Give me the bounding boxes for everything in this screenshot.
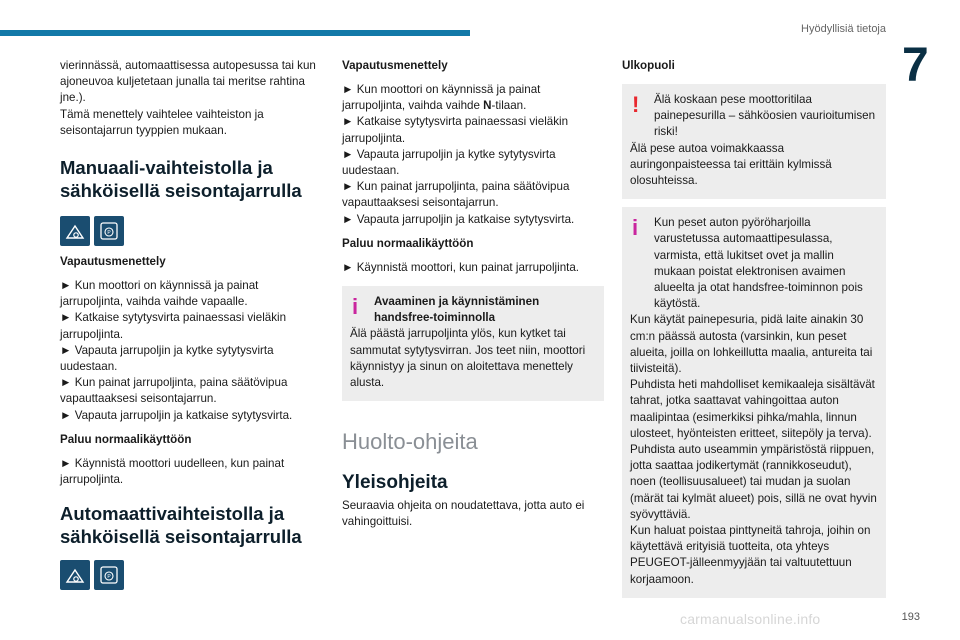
warning-text-2: Älä pese autoa voimakkaassa auringonpaisteessa tai erittäin kylmissä olosuhteissa. bbox=[630, 141, 832, 188]
manual-step-1: ► Kun moottori on käynnissä ja painat jarrupoljinta, vaihda vaihde vapaalle. bbox=[60, 279, 259, 309]
info-box-handsfree bbox=[342, 286, 604, 401]
general-intro-text: Seuraavia ohjeita on noudatettava, jotta auto ei vahingoittuisi. bbox=[342, 499, 585, 529]
manual-step-5: ► Vapauta jarrupoljin ja katkaise sytytysvirta. bbox=[60, 408, 293, 422]
intro-paragraph-1: vierinnässä, automaattisessa autopesussa tai kun ajoneuvoa kuljetetaan junalla tai meritse rahtina jne.). bbox=[60, 59, 316, 105]
header-accent-bar bbox=[0, 30, 470, 36]
washing-text-5: Kun haluat poistaa pinttyneitä tahroja, joihin on käytettävä erityisiä tuotteita, ota yhteys PEUGEOT-jälleenmyyjään tai valtuutettuun korjaamoon. bbox=[630, 524, 871, 586]
hill-start-icon bbox=[60, 216, 90, 246]
warning-text-1: Älä koskaan pese moottoritilaa painepesurilla – sähköosien vaurioitumisen riski! bbox=[654, 93, 876, 139]
auto-step-4: ► Kun painat jarrupoljinta, paina säätövipua vapauttaaksesi seisontajarrun. bbox=[342, 180, 570, 210]
warning-box bbox=[622, 84, 886, 199]
section-title-maintenance: Huolto-ohjeita bbox=[342, 429, 478, 455]
info-box-text: Älä päästä jarrupoljinta ylös, kun kytket tai sammutat sytytysvirran. Jos teet niin, moottori käynnistyy ja sinun on aloitettava menettely alusta. bbox=[350, 327, 586, 390]
parking-brake-p-icon bbox=[94, 216, 124, 246]
chapter-number: 7 bbox=[902, 39, 929, 92]
svg-text:P: P bbox=[107, 230, 111, 237]
release-heading-manual: Vapautusmenettely bbox=[60, 255, 166, 269]
parking-brake-p-icon bbox=[94, 560, 124, 590]
washing-text-4: Puhdista auto useammin ympäristöstä riippuen, jotta saattaa jodikertymät (rannikkoseudut), noen (teollisuusalueet) tai mudan ja suolan (märät tai kylmät alueet) pois, sillä ne ovat hyvin syövyttäviä. bbox=[630, 443, 877, 521]
info-box-title: Avaaminen ja käynnistäminen handsfree-toiminnolla bbox=[374, 295, 540, 325]
auto-step-3: ► Vapauta jarrupoljin ja kytke sytytysvirta uudestaan. bbox=[342, 147, 556, 178]
manual-step-2: ► Katkaise sytytysvirta painaessasi vieläkin jarrupoljinta. bbox=[60, 311, 287, 341]
info-icon: i bbox=[632, 215, 639, 241]
info-icon: i bbox=[352, 294, 359, 320]
info-box-washing bbox=[622, 207, 886, 598]
exterior-heading: Ulkopuoli bbox=[622, 59, 675, 72]
column-2 bbox=[342, 58, 604, 531]
release-heading-auto: Vapautusmenettely bbox=[342, 59, 448, 72]
auto-step-2: ► Katkaise sytytysvirta painaessasi vieläkin jarrupoljinta. bbox=[342, 115, 569, 145]
section-title-manual: Manuaali-vaihteistolla ja sähköisellä seisontajarrulla bbox=[60, 157, 302, 202]
return-heading-auto: Paluu normaalikäyttöön bbox=[342, 236, 474, 250]
icon-row-auto bbox=[60, 560, 316, 590]
intro-paragraph-2: Tämä menettely vaihtelee vaihteiston ja seisontajarrun tyyppien mukaan. bbox=[60, 107, 264, 137]
washing-text-2: Kun käytät painepesuria, pidä laite ainakin 30 cm:n päässä autosta (varsinkin, kun peset alueita, joilla on lohkeillutta maalia, antureita tai tiivisteitä). bbox=[630, 313, 873, 376]
page-number: 193 bbox=[901, 611, 920, 623]
auto-step-1: ► Kun moottori on käynnissä ja painat jarrupoljinta, vaihda vaihde N-tilaan. bbox=[342, 83, 541, 113]
watermark: carmanualsonline.info bbox=[680, 611, 821, 627]
section-title-auto: Automaattivaihteistolla ja sähköisellä seisontajarrulla bbox=[60, 503, 302, 548]
manual-step-3: ► Vapauta jarrupoljin ja kytke sytytysvirta uudestaan. bbox=[60, 343, 274, 374]
manual-return-step-1: ► Käynnistä moottori uudelleen, kun painat jarrupoljinta. bbox=[60, 456, 285, 487]
manual-step-4: ► Kun painat jarrupoljinta, paina säätövipua vapauttaaksesi seisontajarrun. bbox=[60, 376, 288, 406]
subsection-title-general: Yleisohjeita bbox=[342, 472, 448, 494]
column-1 bbox=[60, 58, 316, 590]
column-3 bbox=[622, 58, 886, 598]
warning-icon: ! bbox=[632, 92, 640, 117]
auto-return-step-1: ► Käynnistä moottori, kun painat jarrupoljinta. bbox=[342, 260, 580, 274]
auto-step-5: ► Vapauta jarrupoljin ja katkaise sytytysvirta. bbox=[342, 212, 575, 226]
hill-start-icon bbox=[60, 560, 90, 590]
washing-text-3: Puhdista heti mahdolliset kemikaaleja sisältävät tahrat, jotka saattavat vahingoittaa auton maalipintaa (esimerkiksi pihka/mahla, linnun ulosteet, hyönteisten eritteet, siitepöly ja terva). bbox=[630, 378, 875, 440]
washing-text-1: Kun peset auton pyöröharjoilla varustetussa automaattipesulassa, varmista, että lukitset ovet ja mallin mukaan poistat elektronisen avaimen alueelta ja otat handsfree-toiminnon pois käytöstä. bbox=[654, 216, 863, 311]
return-heading-manual: Paluu normaalikäyttöön bbox=[60, 432, 192, 446]
svg-text:P: P bbox=[107, 574, 111, 581]
running-header: Hyödyllisiä tietoja bbox=[801, 23, 886, 35]
icon-row-manual bbox=[60, 216, 316, 246]
